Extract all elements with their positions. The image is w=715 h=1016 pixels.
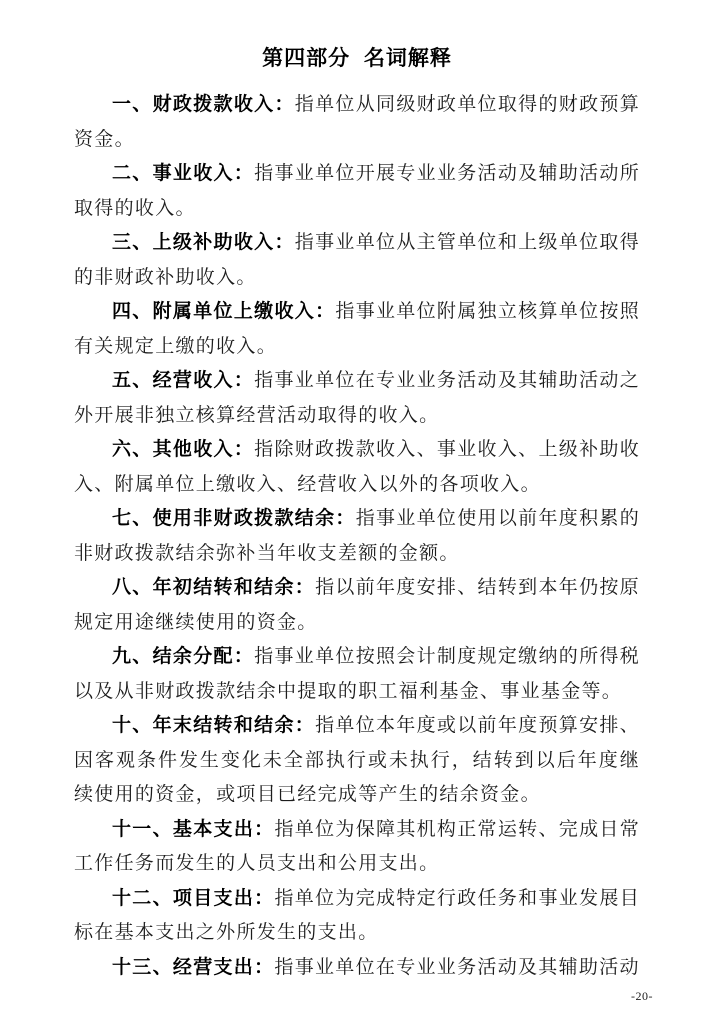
glossary-entry [74,88,640,157]
glossary-entry [74,571,640,640]
glossary-entry [74,813,640,882]
glossary-term: 十、年末结转和结余： [112,715,316,736]
glossary-definition: 指事业单位在专业业务活动及其辅助活动 [274,956,640,978]
glossary-term: 二、事业收入： [112,163,255,184]
glossary-entry [74,364,640,433]
glossary-entry [74,433,640,502]
glossary-definition: 指单位从同级财政单位取得的财政预算资金。 [74,94,641,150]
glossary-term: 一、财政拨款收入： [112,94,295,115]
glossary-term: 五、经营收入： [112,370,255,391]
glossary-definition: 指事业单位使用以前年度积累的非财政拨款结余弥补当年收支差额的金额。 [74,508,641,564]
glossary-definition: 指事业单位附属独立核算单位按照有关规定上缴的收入。 [74,301,640,357]
glossary-entry [74,295,640,364]
glossary-entry [74,157,640,226]
glossary-term: 八、年初结转和结余： [112,577,316,598]
glossary-definition: 指事业单位按照会计制度规定缴纳的所得税以及从非财政拨款结余中提取的职工福利基金、事业基金等。 [74,646,640,702]
glossary-term: 九、结余分配： [112,646,255,667]
glossary-definition: 指单位为保障其机构正常运转、完成日常工作任务而发生的人员支出和公用支出。 [74,818,640,874]
glossary-entry [74,709,640,813]
glossary-term: 四、附属单位上缴收入： [112,301,336,322]
glossary-definition: 指单位为完成特定行政任务和事业发展目标在基本支出之外所发生的支出。 [74,887,640,943]
page-title: 第四部分 名词解释 [262,47,452,70]
glossary-definition: 指以前年度安排、结转到本年仍按原规定用途继续使用的资金。 [74,577,640,633]
glossary-term: 十一、基本支出： [112,818,275,840]
glossary-entry [74,882,640,951]
glossary-term: 十三、经营支出： [112,956,275,978]
glossary-entry [74,226,640,295]
page-number: -20- [631,989,653,1003]
glossary-definition: 指事业单位从主管单位和上级单位取得的非财政补助收入。 [74,232,641,288]
glossary-definition: 指事业单位在专业业务活动及其辅助活动之外开展非独立核算经营活动取得的收入。 [74,370,640,426]
glossary-term: 六、其他收入： [112,439,255,460]
glossary-term: 三、上级补助收入： [112,232,295,253]
glossary-term: 七、使用非财政拨款结余： [112,508,356,529]
glossary-entry [74,502,640,571]
glossary-definition: 指单位本年度或以前年度预算安排、因客观条件发生变化未全部执行或未执行，结转到以后年度继续使用的资金，或项目已经完成等产生的结余资金。 [74,715,640,805]
glossary-entry [74,640,640,709]
glossary-definition: 指除财政拨款收入、事业收入、上级补助收入、附属单位上缴收入、经营收入以外的各项收入。 [74,439,640,495]
glossary-term: 十二、项目支出： [112,887,275,909]
glossary-entry [74,951,640,986]
glossary-content [74,88,640,985]
glossary-definition: 指事业单位开展专业业务活动及辅助活动所取得的收入。 [74,163,640,219]
